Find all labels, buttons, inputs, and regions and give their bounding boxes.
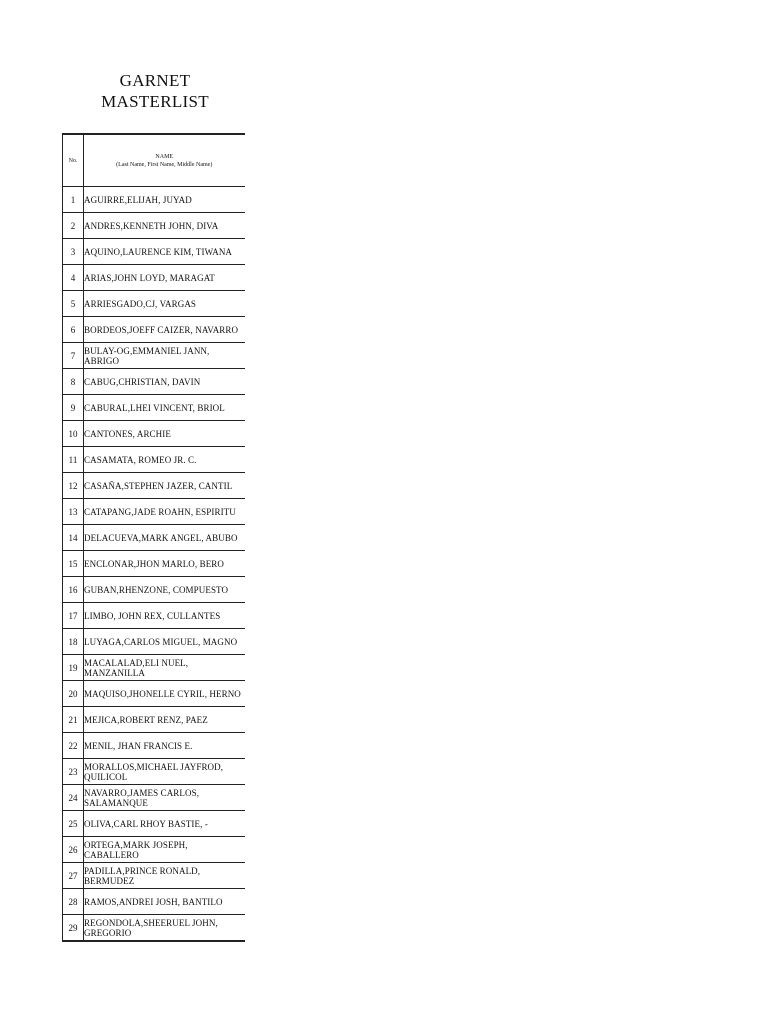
student-name: MENIL, JHAN FRANCIS E. [84, 733, 245, 759]
table-row [63, 707, 245, 733]
row-number: 21 [63, 707, 84, 733]
row-number: 20 [63, 681, 84, 707]
table-row [63, 681, 245, 707]
table-row [63, 811, 245, 837]
row-number: 28 [63, 889, 84, 915]
student-name: ARRIESGADO,CJ, VARGAS [84, 291, 245, 317]
row-number: 5 [63, 291, 84, 317]
student-name: RAMOS,ANDREI JOSH, BANTILO [84, 889, 245, 915]
row-number: 3 [63, 239, 84, 265]
row-number: 13 [63, 499, 84, 525]
row-number: 26 [63, 837, 84, 863]
student-name: ENCLONAR,JHON MARLO, BERO [84, 551, 245, 577]
student-name: CANTONES, ARCHIE [84, 421, 245, 447]
student-name: CATAPANG,JADE ROAHN, ESPIRITU [84, 499, 245, 525]
row-number: 17 [63, 603, 84, 629]
table-row [63, 213, 245, 239]
table-row [63, 525, 245, 551]
table-row [63, 603, 245, 629]
student-name: BORDEOS,JOEFF CAIZER, NAVARRO [84, 317, 245, 343]
student-name: GUBAN,RHENZONE, COMPUESTO [84, 577, 245, 603]
table-row [63, 447, 245, 473]
student-name: MACALALAD,ELI NUEL, MANZANILLA [84, 655, 245, 681]
table-row [63, 915, 245, 942]
table-row [63, 395, 245, 421]
table-row [63, 369, 245, 395]
row-number: 7 [63, 343, 84, 369]
student-name: CASAMATA, ROMEO JR. C. [84, 447, 245, 473]
table-row [63, 473, 245, 499]
row-number: 24 [63, 785, 84, 811]
student-name: BULAY-OG,EMMANIEL JANN, ABRIGO [84, 343, 245, 369]
row-number: 15 [63, 551, 84, 577]
table-row [63, 291, 245, 317]
student-name: PADILLA,PRINCE RONALD, BERMUDEZ [84, 863, 245, 889]
title-line-1: GARNET [119, 71, 191, 90]
row-number: 27 [63, 863, 84, 889]
table-row [63, 421, 245, 447]
table-body [63, 187, 245, 942]
row-number: 12 [63, 473, 84, 499]
column-header-name-subtitle: (Last Name, First Name, Middle Name) [116, 161, 213, 168]
student-name: AGUIRRE,ELIJAH, JUYAD [84, 187, 245, 213]
table-row [63, 499, 245, 525]
row-number: 9 [63, 395, 84, 421]
student-name: MORALLOS,MICHAEL JAYFROD, QUILICOL [84, 759, 245, 785]
student-name: REGONDOLA,SHEERUEL JOHN, GREGORIO [84, 915, 245, 942]
row-number: 8 [63, 369, 84, 395]
student-name: CABURAL,LHEI VINCENT, BRIOL [84, 395, 245, 421]
table-row [63, 577, 245, 603]
table-row [63, 239, 245, 265]
student-name: AQUINO,LAURENCE KIM, TIWANA [84, 239, 245, 265]
row-number: 14 [63, 525, 84, 551]
table-row [63, 265, 245, 291]
row-number: 19 [63, 655, 84, 681]
column-header-name [84, 134, 245, 187]
row-number: 23 [63, 759, 84, 785]
row-number: 29 [63, 915, 84, 942]
student-name: LIMBO, JOHN REX, CULLANTES [84, 603, 245, 629]
table-row [63, 837, 245, 863]
student-name: MAQUISO,JHONELLE CYRIL, HERNO [84, 681, 245, 707]
student-name: NAVARRO,JAMES CARLOS, SALAMANQUE [84, 785, 245, 811]
row-number: 6 [63, 317, 84, 343]
table-row [63, 733, 245, 759]
student-name: MEJICA,ROBERT RENZ, PAEZ [84, 707, 245, 733]
row-number: 1 [63, 187, 84, 213]
row-number: 22 [63, 733, 84, 759]
table-row [63, 889, 245, 915]
student-name: DELACUEVA,MARK ANGEL, ABUBO [84, 525, 245, 551]
student-name: ANDRES,KENNETH JOHN, DIVA [84, 213, 245, 239]
document-title [60, 70, 250, 112]
row-number: 25 [63, 811, 84, 837]
student-name: LUYAGA,CARLOS MIGUEL, MAGNO [84, 629, 245, 655]
row-number: 18 [63, 629, 84, 655]
table-header-row [63, 134, 245, 187]
row-number: 2 [63, 213, 84, 239]
masterlist-table [62, 133, 245, 942]
column-header-name-title: NAME [155, 153, 174, 160]
row-number: 11 [63, 447, 84, 473]
table-row [63, 759, 245, 785]
table-row [63, 343, 245, 369]
table-row [63, 655, 245, 681]
student-name: OLIVA,CARL RHOY BASTIE, - [84, 811, 245, 837]
table-row [63, 317, 245, 343]
row-number: 16 [63, 577, 84, 603]
table-row [63, 187, 245, 213]
student-name: CASAÑA,STEPHEN JAZER, CANTIL [84, 473, 245, 499]
row-number: 4 [63, 265, 84, 291]
student-name: ARIAS,JOHN LOYD, MARAGAT [84, 265, 245, 291]
row-number: 10 [63, 421, 84, 447]
table-row [63, 551, 245, 577]
table-row [63, 785, 245, 811]
title-line-2: MASTERLIST [101, 92, 209, 111]
table-row [63, 629, 245, 655]
column-header-no: No. [63, 134, 84, 187]
student-name: ORTEGA,MARK JOSEPH, CABALLERO [84, 837, 245, 863]
student-name: CABUG,CHRISTIAN, DAVIN [84, 369, 245, 395]
table-row [63, 863, 245, 889]
